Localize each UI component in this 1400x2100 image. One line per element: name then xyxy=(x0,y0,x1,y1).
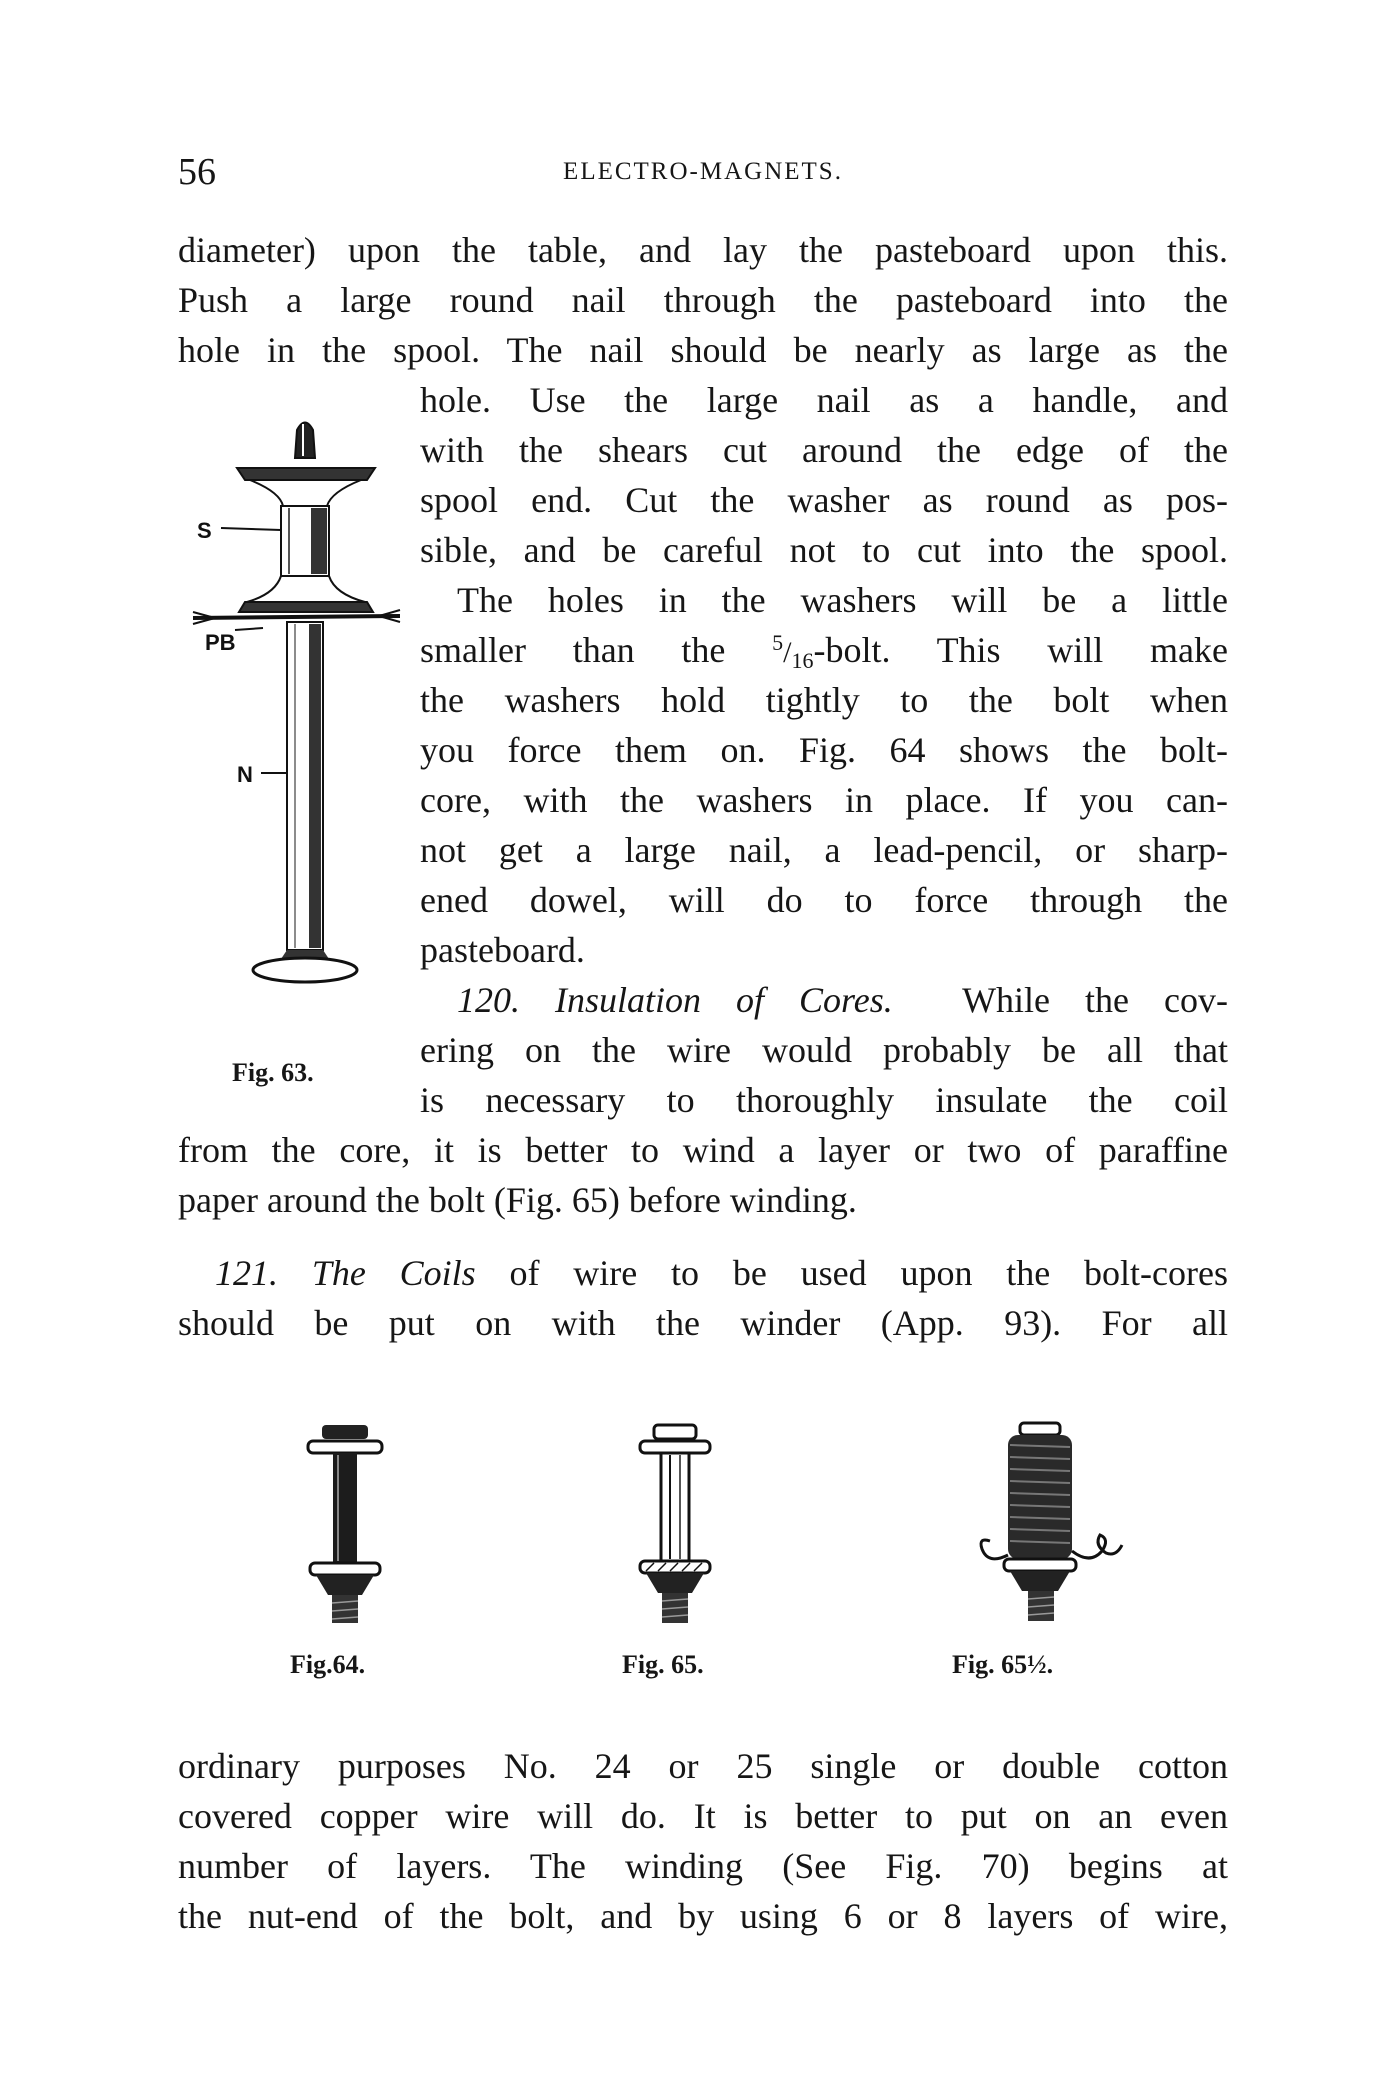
text-fragment: -bolt. This will make xyxy=(813,630,1229,670)
section-heading-line xyxy=(215,1255,1228,1291)
fig65half-caption: Fig. 65½. xyxy=(952,1650,1054,1679)
text-line: covered copper wire will do. It is better to put on an even xyxy=(178,1796,1228,1836)
text-line: ened dowel, will do to force through the xyxy=(420,880,1228,920)
text-line: the washers hold tightly to the bolt when xyxy=(420,680,1228,720)
text-line: should be put on with the winder (App. 93). For all xyxy=(178,1303,1228,1343)
section-number: 121. xyxy=(215,1253,278,1293)
text-line: is necessary to thoroughly insulate the coil xyxy=(420,1080,1228,1120)
text-line-with-fraction xyxy=(420,630,1229,673)
section-heading-line xyxy=(457,982,1228,1018)
section-number: 120. xyxy=(457,980,520,1020)
fig63-label-n: N xyxy=(237,762,253,787)
text-line: Push a large round nail through the pasteboard into the xyxy=(178,280,1228,320)
section-title: Insulation of Cores. xyxy=(555,980,893,1020)
text-line: ering on the wire would probably be all that xyxy=(420,1030,1228,1070)
text-line: from the core, it is better to wind a layer or two of paraffine xyxy=(178,1130,1228,1170)
fig63-illustration xyxy=(175,410,410,1015)
running-head: ELECTRO-MAGNETS. xyxy=(563,158,843,185)
fig63-caption: Fig. 63. xyxy=(232,1058,314,1087)
text-line: hole in the spool. The nail should be nearly as large as the xyxy=(178,330,1228,370)
fig65-illustration xyxy=(620,1415,730,1630)
text-line: paper around the bolt (Fig. 65) before winding. xyxy=(178,1180,857,1220)
text-line: hole. Use the large nail as a handle, and xyxy=(420,380,1228,420)
text-line: spool end. Cut the washer as round as pos- xyxy=(420,480,1228,520)
text-line: number of layers. The winding (See Fig. 70) begins at xyxy=(178,1846,1228,1886)
fig63-label-pb: PB xyxy=(205,630,236,655)
fig64-illustration xyxy=(290,1415,400,1630)
section-title: The Coils xyxy=(311,1253,476,1293)
fraction xyxy=(772,630,814,673)
text-fragment: smaller than the xyxy=(420,630,773,670)
fraction-denominator: 16 xyxy=(791,648,814,673)
text-line: you force them on. Fig. 64 shows the bolt- xyxy=(420,730,1228,770)
fig65-caption: Fig. 65. xyxy=(622,1650,704,1679)
text-line: the nut-end of the bolt, and by using 6 or 8 layers of wire, xyxy=(178,1896,1228,1936)
text-line: sible, and be careful not to cut into the spool. xyxy=(420,530,1228,570)
text-line: with the shears cut around the edge of the xyxy=(420,430,1228,470)
page-header xyxy=(178,150,1228,200)
text-line: The holes in the washers will be a little xyxy=(457,580,1228,620)
text-line: core, with the washers in place. If you can- xyxy=(420,780,1228,820)
fig63-label-s: S xyxy=(197,518,212,543)
fig64-caption: Fig.64. xyxy=(290,1650,366,1679)
text-line: not get a large nail, a lead-pencil, or sharp- xyxy=(420,830,1228,870)
fig65half-illustration xyxy=(960,1415,1130,1630)
text-line: pasteboard. xyxy=(420,930,585,970)
fraction-slash: / xyxy=(783,636,792,669)
text-line: diameter) upon the table, and lay the pasteboard upon this. xyxy=(178,230,1228,270)
text-fragment: While the cov- xyxy=(962,980,1228,1020)
text-line: ordinary purposes No. 24 or 25 single or double cotton xyxy=(178,1746,1228,1786)
fraction-numerator: 5 xyxy=(772,630,784,655)
text-fragment: of wire to be used upon the bolt-cores xyxy=(509,1253,1228,1293)
page-number: 56 xyxy=(178,151,216,193)
